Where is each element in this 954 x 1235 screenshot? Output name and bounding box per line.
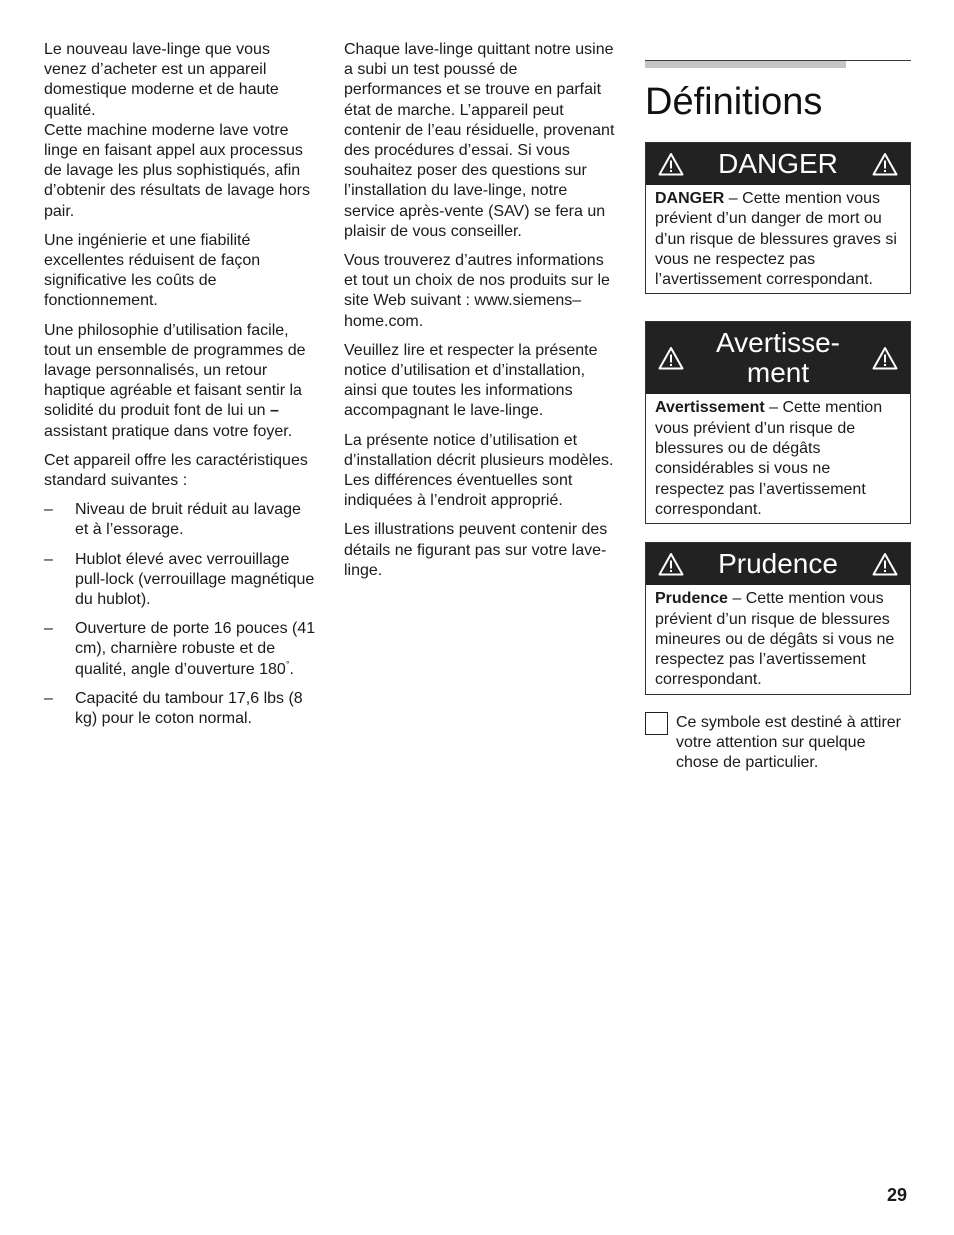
features-intro: Cet appareil offre les caractéristiques standard suivantes : bbox=[44, 451, 308, 490]
danger-heading: DANGER bbox=[646, 143, 910, 185]
danger-box bbox=[645, 142, 911, 294]
warning-box bbox=[645, 321, 911, 524]
read-notice-paragraph: Veuillez lire et respecter la présente notice d’utilisation et d’installation, ainsi que toutes les informations accompagnant le lave-linge. bbox=[344, 341, 598, 420]
caution-heading: Prudence bbox=[646, 543, 910, 585]
illustrations-paragraph: Les illustrations peuvent contenir des détails ne figurant pas sur votre lave-linge. bbox=[344, 521, 608, 579]
page-number: 29 bbox=[886, 1185, 907, 1205]
notice-item: Ce symbole est destiné à attirer votre attention sur quelque chose de particulier. bbox=[645, 713, 911, 774]
warning-triangle-icon bbox=[658, 346, 684, 370]
danger-text: DANGER – Cette mention vous prévient d’un danger de mort ou d’un risque de blessures graves si vous ne respectez pas l’avertissement correspondant. bbox=[655, 190, 897, 289]
test-paragraph: Chaque lave-linge quittant notre usine a subi un test poussé de performances et se trouve en parfait état de marche. L’appareil peut contenir de l’eau résiduelle, provenant des procédures d’essai. Si vous souhaitez poser des questions sur l’installation du lave-linge, notre service après-vente (SAV) se fera un plaisir de vous conseiller. bbox=[344, 41, 615, 240]
list-item: – Ouverture de porte 16 pouces (41 cm), charnière robuste et de qualité, angle d’ouverture 180°. bbox=[44, 620, 316, 678]
philosophy-paragraph: Une philosophie d’utilisation facile, tout un ensemble de programmes de lavage personnalisés, un retour haptique agréable et faisant sentir la solidité du produit font de lui un –assistant pratique dans votre foyer. bbox=[44, 321, 306, 440]
warning-triangle-icon bbox=[658, 152, 684, 176]
engineering-paragraph: Une ingénierie et une fiabilité excellentes réduisent de façon significative les coûts de fonctionnement. bbox=[44, 231, 261, 310]
warning-triangle-icon bbox=[872, 346, 898, 370]
title-rule bbox=[645, 60, 911, 69]
column-definitions bbox=[645, 60, 911, 773]
website-paragraph: Vous trouverez d’autres informations et tout un choix de nos produits sur le site Web suivant : www.siemens–home.com. bbox=[344, 252, 610, 330]
page-title: Définitions bbox=[645, 81, 823, 123]
caution-box bbox=[645, 542, 911, 694]
warning-text: Avertissement – Cette mention vous prévient d’un risque de blessures ou de dégâts considérables si vous ne respectez pas l’avertissement correspondant. bbox=[655, 399, 883, 518]
warning-triangle-icon bbox=[658, 552, 684, 576]
warning-heading: Avertisse- ment bbox=[646, 322, 910, 394]
column-info bbox=[344, 40, 616, 590]
models-paragraph: La présente notice d’utilisation et d’installation décrit plusieurs modèles. Les différences éventuelles sont indiquées à l’endroit approprié. bbox=[344, 431, 614, 510]
notice-square-icon bbox=[645, 712, 668, 735]
caution-text: Prudence – Cette mention vous prévient d’un risque de blessures mineures ou de dégâts si vous ne respectez pas l’avertissement correspondant. bbox=[655, 590, 895, 689]
list-item: – Niveau de bruit réduit au lavage et à l’essorage. bbox=[44, 501, 301, 539]
column-intro bbox=[44, 40, 316, 738]
list-item: – Hublot élevé avec verrouillage pull-lock (verrouillage magnétique du hublot). bbox=[44, 550, 315, 609]
intro-paragraph: Le nouveau lave-linge que vous venez d’acheter est un appareil domestique moderne et de haute qualité. Cette machine moderne lave votre linge en faisant appel aux processus de lavage les plus sophistiqués, afin d’obtenir des résultats de lavage hors pair. bbox=[44, 41, 310, 220]
warning-triangle-icon bbox=[872, 552, 898, 576]
warning-triangle-icon bbox=[872, 152, 898, 176]
list-item: – Capacité du tambour 17,6 lbs (8 kg) pour le coton normal. bbox=[44, 689, 303, 728]
